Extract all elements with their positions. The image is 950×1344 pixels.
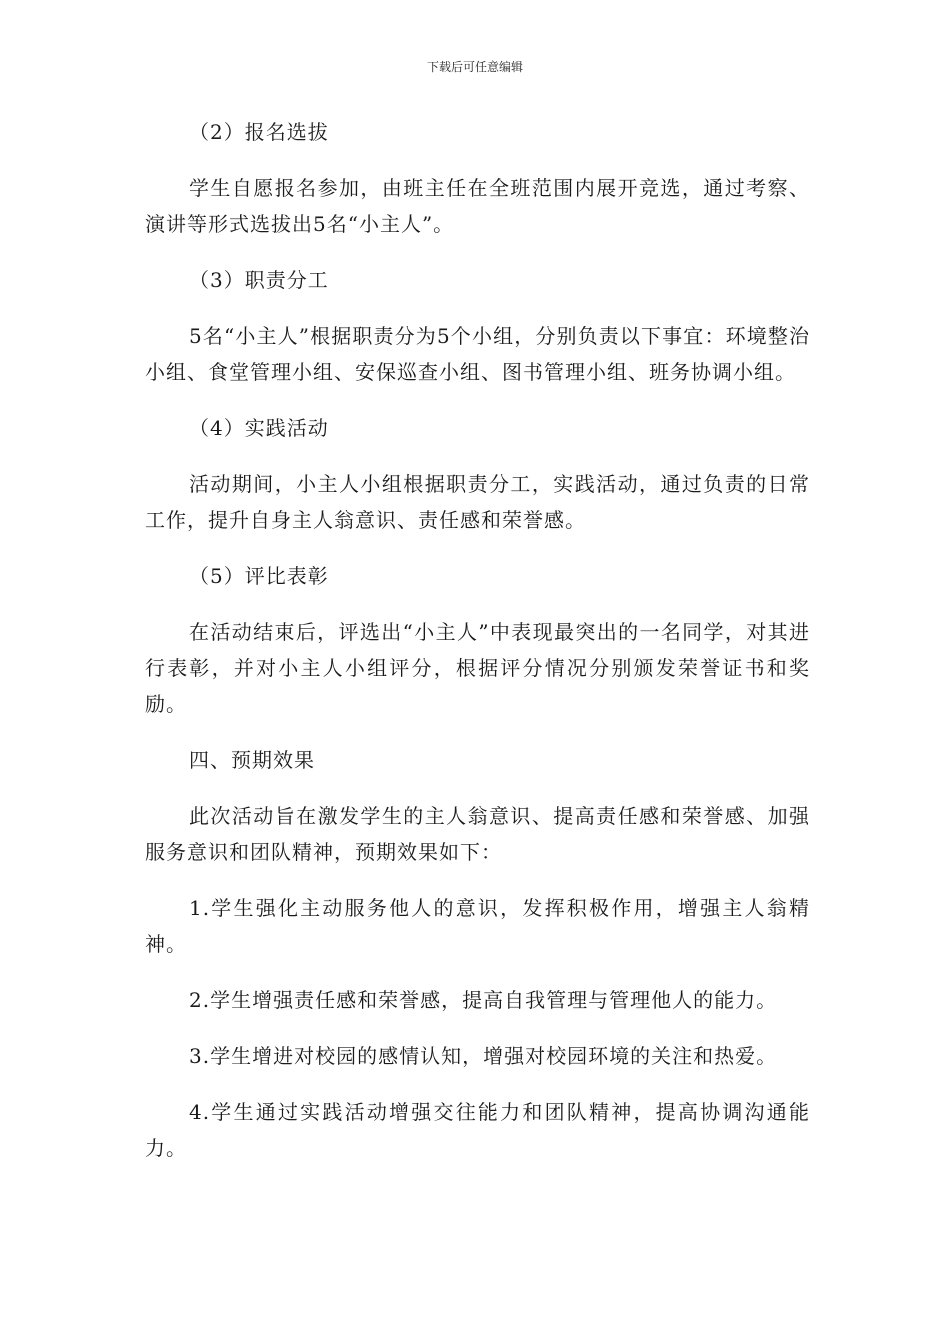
section-heading-awards: （5）评比表彰 [189,564,329,588]
list-item: 1.学生强化主动服务他人的意识，发挥积极作用，增强主人翁精神。 [145,896,810,956]
paragraph-duties: 5名“小主人”根据职责分为5个小组，分别负责以下事宜：环境整治小组、食堂管理小组、安保巡查小组、图书管理小组、班务协调小组。 [145,324,810,384]
paragraph-practice: 活动期间，小主人小组根据职责分工，实践活动，通过负责的日常工作，提升自身主人翁意识、责任感和荣誉感。 [145,472,810,532]
section-heading-registration: （2）报名选拔 [189,120,329,144]
paragraph-registration: 学生自愿报名参加，由班主任在全班范围内展开竞选，通过考察、演讲等形式选拔出5名“小主人”。 [145,176,810,236]
list-item: 2.学生增强责任感和荣誉感，提高自我管理与管理他人的能力。 [189,988,778,1012]
list-item: 3.学生增进对校园的感情认知，增强对校园环境的关注和热爱。 [189,1044,778,1068]
section-heading-duties: （3）职责分工 [189,268,329,292]
paragraph-expected-intro: 此次活动旨在激发学生的主人翁意识、提高责任感和荣誉感、加强服务意识和团队精神，预期效果如下： [145,804,810,864]
page-header: 下载后可任意编辑 [426,60,523,74]
list-item: 4.学生通过实践活动增强交往能力和团队精神，提高协调沟通能力。 [145,1100,810,1160]
section-heading-expected-results: 四、预期效果 [189,748,315,772]
paragraph-awards: 在活动结束后，评选出“小主人”中表现最突出的一名同学，对其进行表彰，并对小主人小组评分，根据评分情况分别颁发荣誉证书和奖励。 [145,620,810,716]
document-body [145,114,810,1186]
section-heading-practice: （4）实践活动 [189,416,329,440]
